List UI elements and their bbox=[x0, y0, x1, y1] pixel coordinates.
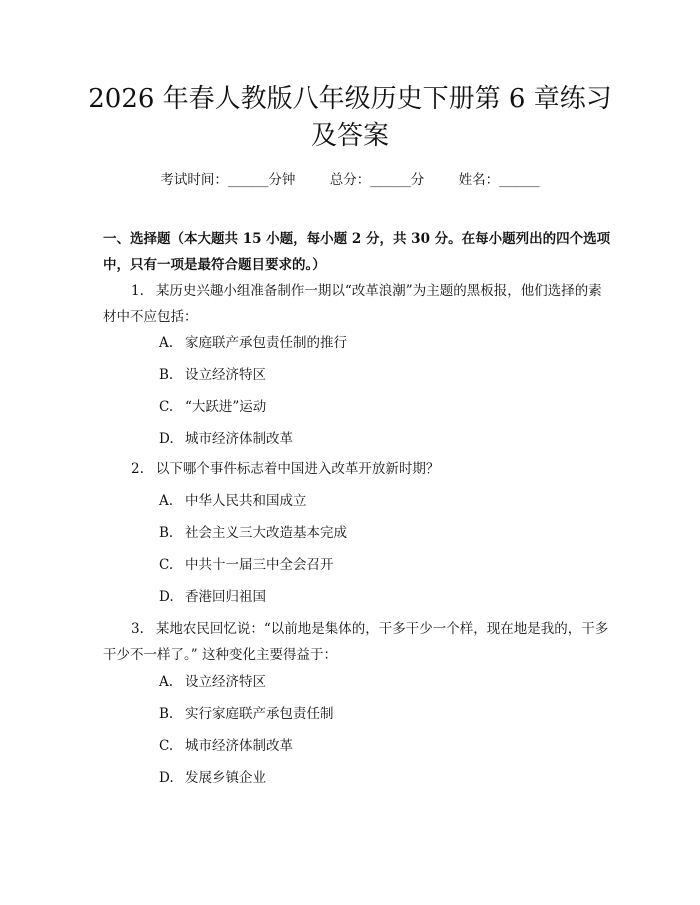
option-item bbox=[159, 397, 266, 417]
option-item bbox=[159, 704, 334, 724]
option-letter: B. bbox=[159, 525, 174, 541]
option-text: 发展乡镇企业 bbox=[185, 770, 266, 786]
question-text: 以下哪个事件标志着中国进入改革开放新时期？ bbox=[155, 461, 440, 477]
option-item bbox=[159, 491, 307, 511]
score-unit: 分 bbox=[410, 172, 425, 188]
option-letter: C. bbox=[159, 738, 174, 754]
option-text: 中华人民共和国成立 bbox=[185, 493, 307, 509]
time-label: 考试时间： bbox=[160, 172, 228, 188]
option-text: 香港回归祖国 bbox=[185, 589, 266, 605]
option-item bbox=[159, 523, 347, 543]
option-item bbox=[159, 768, 266, 788]
question-2 bbox=[103, 456, 613, 482]
option-item bbox=[159, 365, 266, 385]
option-letter: D. bbox=[159, 431, 174, 447]
option-text: “大跃进”运动 bbox=[185, 399, 267, 415]
time-blank: ______ bbox=[227, 172, 269, 188]
name-label: 姓名： bbox=[458, 172, 500, 188]
option-letter: D. bbox=[159, 770, 174, 786]
option-text: 设立经济特区 bbox=[185, 367, 266, 383]
option-text: 家庭联产承包责任制的推行 bbox=[185, 335, 347, 351]
option-item bbox=[159, 333, 347, 353]
option-letter: C. bbox=[159, 557, 174, 573]
option-letter: A. bbox=[159, 493, 174, 509]
option-item bbox=[159, 736, 293, 756]
page-title: 2026 年春人教版八年级历史下册第 6 章练习 bbox=[88, 84, 612, 114]
option-text: 实行家庭联产承包责任制 bbox=[185, 706, 334, 722]
option-letter: A. bbox=[159, 335, 174, 351]
score-label: 总分： bbox=[329, 172, 371, 188]
option-item bbox=[159, 587, 266, 607]
time-unit: 分钟 bbox=[268, 172, 296, 188]
page-title-continued: 及答案 bbox=[310, 121, 389, 151]
name-blank: ______ bbox=[499, 172, 540, 188]
option-text: 设立经济特区 bbox=[185, 674, 266, 690]
option-text: 社会主义三大改造基本完成 bbox=[185, 525, 347, 541]
question-text: 某地农民回忆说：“以前地是集体的，干多干少一个样，现在地是我的，干多干少不一样了。” 这种变化主要得益于： bbox=[103, 621, 609, 663]
exam-meta bbox=[0, 168, 700, 188]
option-letter: B. bbox=[159, 367, 174, 383]
score-blank: ______ bbox=[370, 172, 411, 188]
option-text: 城市经济体制改革 bbox=[185, 431, 293, 447]
question-1 bbox=[103, 278, 613, 330]
option-letter: D. bbox=[159, 589, 174, 605]
section-title: 一、选择题（本大题共 15 小题，每小题 2 分，共 30 分。在每小题列出的四个选项中，只有一项是最符合题目要求的。） bbox=[103, 231, 611, 273]
option-item bbox=[159, 429, 293, 449]
option-item bbox=[159, 672, 266, 692]
option-item bbox=[159, 555, 334, 575]
question-number: 3. bbox=[131, 621, 144, 637]
question-number: 1. bbox=[131, 283, 144, 299]
option-letter: A. bbox=[159, 674, 174, 690]
question-text: 某历史兴趣小组准备制作一期以“改革浪潮”为主题的黑板报，他们选择的素材中不应包括： bbox=[103, 283, 602, 325]
question-number: 2. bbox=[131, 461, 144, 477]
option-letter: C. bbox=[159, 399, 174, 415]
question-3 bbox=[103, 616, 613, 668]
option-text: 中共十一届三中全会召开 bbox=[185, 557, 334, 573]
option-letter: B. bbox=[159, 706, 174, 722]
option-text: 城市经济体制改革 bbox=[185, 738, 293, 754]
